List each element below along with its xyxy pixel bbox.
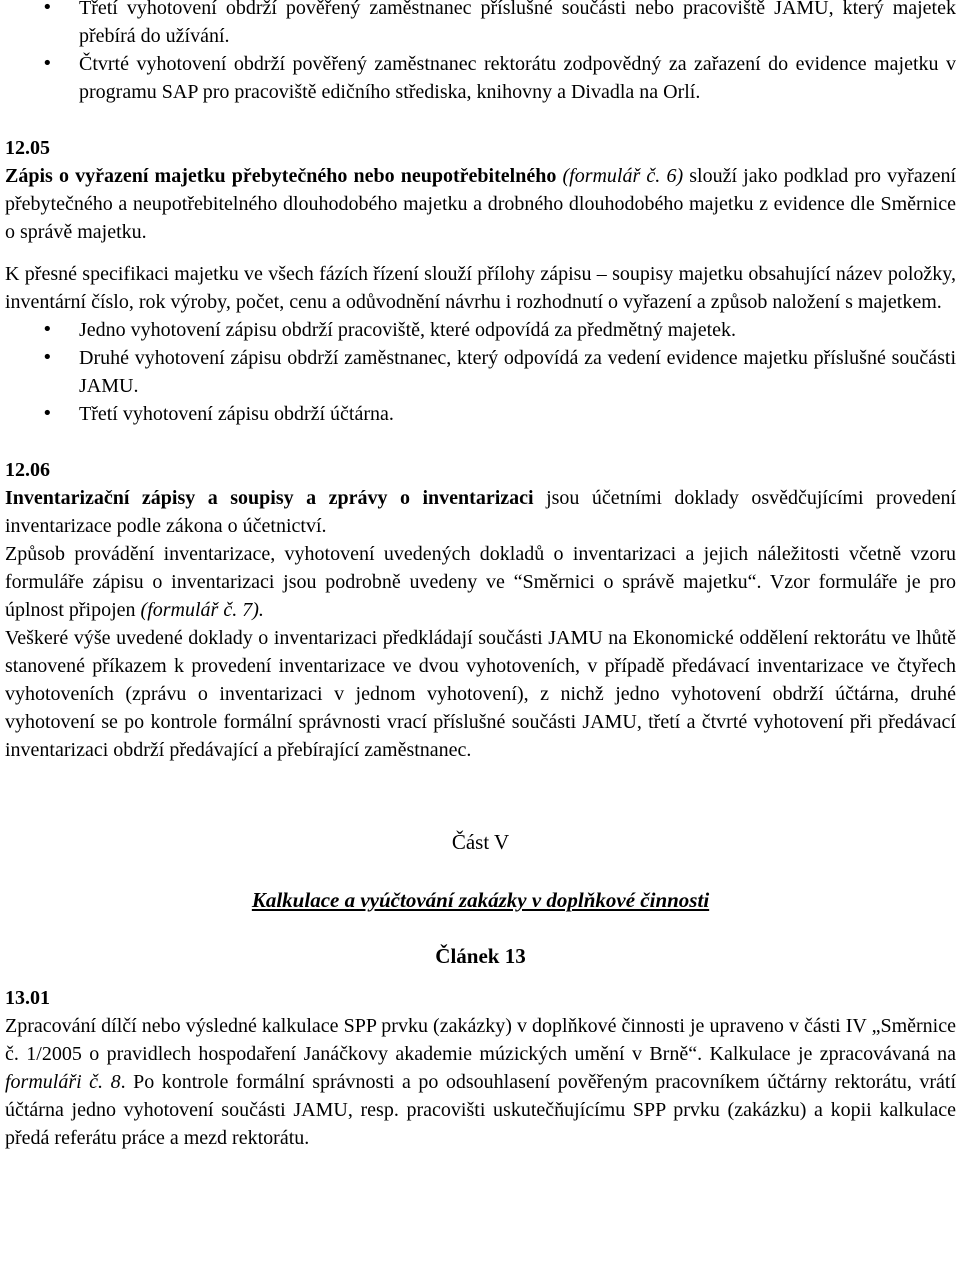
section-number-12-06: 12.06 (5, 459, 50, 481)
chapter-title: Kalkulace a vyúčtování zakázky v doplňkové činnosti (251, 888, 710, 912)
section-number-13-01: 13.01 (5, 987, 50, 1009)
section-12-05-intro (5, 162, 956, 246)
section-12-06-submission: Veškeré výše uvedené doklady o inventarizaci předkládají součásti JAMU na Ekonomické oddělení rektorátu ve lhůtě stanovené příkazem k provedení inventarizace ve dvou vyhotoveních, v případě předávací inventarizace ve čtyřech vyhotoveních (zprávu o inventarizaci v jednom vyhotovení), z nichž jedno vyhotovení obdrží účtárna, druhé vyhotovení se po kontrole formální správnosti vrací příslušné součásti JAMU, třetí a čtvrté vyhotovení při předávací inventarizaci obdrží předávající a přebírající zaměstnanec. (5, 627, 956, 761)
form-reference: formuláři č. 8 (5, 1071, 121, 1093)
list-item: • Druhé vyhotovení zápisu obdrží zaměstnanec, který odpovídá za vedení evidence majetku příslušné součásti JAMU. (5, 344, 956, 400)
section-12-05-title: Zápis o vyřazení majetku přebytečného nebo neupotřebitelného (5, 165, 557, 187)
section-12-05-intro-text: slouží jako podklad pro vyřazení přebytečného a neupotřebitelného dlouhodobého majetku a drobného dlouhodobého majetku z evidence dle Směrnice o správě majetku. (5, 165, 956, 243)
section-12-06-method (5, 540, 956, 624)
list-item: • Čtvrté vyhotovení obdrží pověřený zaměstnanec rektorátu zodpovědný za zařazení do evidence majetku v programu SAP pro pracoviště edičního střediska, knihovny a Divadla na Orlí. (5, 50, 956, 106)
section-12-06-method-text: Způsob provádění inventarizace, vyhotovení uvedených dokladů o inventarizaci a jejich náležitosti včetně vzoru formuláře zápisu o inventarizaci jsou podrobně uvedeny ve “Směrnici o správě majetku“. Vzor formuláře je pro úplnost připojen (5, 543, 956, 621)
section-12-06-intro (5, 484, 956, 540)
article-title: Článek 13 (435, 944, 526, 968)
top-bullet-list (5, 0, 956, 106)
section-13-01-text-b: . Po kontrole formální správnosti a po odsouhlasení pověřeným pracovníkem účtárny rektorátu, vrátí účtárna jedno vyhotovení součásti JAMU, resp. pracovišti uskutečňujícímu SPP prvku (zakázku) a kopii kalkulace předá referátu práce a mezd rektorátu. (5, 1071, 956, 1149)
list-item: • Jedno vyhotovení zápisu obdrží pracoviště, které odpovídá za předmětný majetek. (5, 316, 956, 344)
form-reference: (formulář č. 6) (562, 165, 684, 187)
form-reference: (formulář č. 7). (140, 599, 264, 621)
section-12-05-specification: K přesné specifikaci majetku ve všech fázích řízení slouží přílohy zápisu – soupisy majetku obsahující název položky, inventární číslo, rok výroby, počet, cenu a odůvodnění návrhu i rozhodnutí o vyřazení a způsob naložení s majetkem. (5, 263, 956, 313)
section-number-12-05: 12.05 (5, 137, 50, 159)
section-12-05-list (5, 316, 956, 428)
list-item: • Třetí vyhotovení obdrží pověřený zaměstnanec příslušné součásti nebo pracoviště JAMU, který majetek přebírá do užívání. (5, 0, 956, 50)
section-13-01-text-a: Zpracování dílčí nebo výsledné kalkulace SPP prvku (zakázky) v doplňkové činnosti je upraveno v části IV „Směrnice č. 1/2005 o pravidlech hospodaření Janáčkovy akademie múzických umění v Brně“. Kalkulace je zpracovávaná na (5, 1015, 956, 1065)
part-title: Část V (451, 830, 510, 854)
section-12-06-lead: Inventarizační zápisy a soupisy a zprávy o inventarizaci (5, 487, 534, 509)
section-12-06-lead-text: jsou účetními doklady osvědčujícími provedení inventarizace podle zákona o účetnictví. (5, 487, 957, 537)
list-item: • Třetí vyhotovení zápisu obdrží účtárna. (5, 400, 956, 428)
section-13-01-text (5, 1012, 956, 1152)
